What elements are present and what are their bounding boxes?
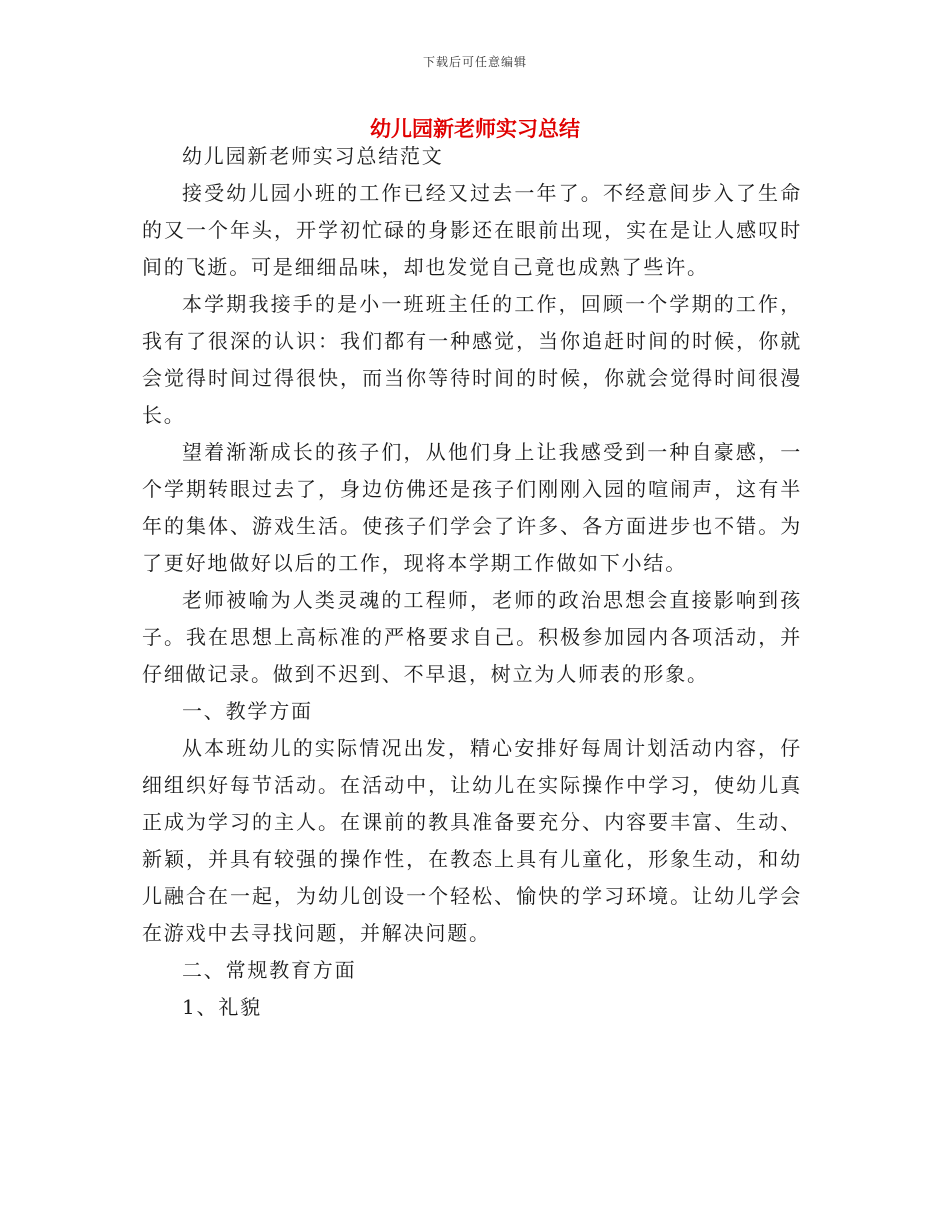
body-paragraph: 望着渐渐成长的孩子们，从他们身上让我感受到一种自豪感，一个学期转眼过去了，身边仿佛还是孩子们刚刚入园的喧闹声，这有半年的集体、游戏生活。使孩子们学会了许多、各方面进步也不错。为了更好地做好以后的工作，现将本学期工作做如下小结。 (142, 440, 802, 575)
subtitle-paragraph: 幼儿园新老师实习总结范文 (182, 144, 444, 168)
body-paragraph: 接受幼儿园小班的工作已经又过去一年了。不经意间步入了生命的又一个年头，开学初忙碌的身影还在眼前出现，实在是让人感叹时间的飞逝。可是细细品味，却也发觉自己竟也成熟了些许。 (142, 181, 802, 279)
header-note: 下载后可任意编辑 (422, 55, 527, 69)
subsection-heading-manners: 1、礼貌 (182, 995, 262, 1019)
body-paragraph: 本学期我接手的是小一班班主任的工作，回顾一个学期的工作，我有了很深的认识：我们都有一种感觉，当你追赶时间的时候，你就会觉得时间过得很快，而当你等待时间的时候，你就会觉得时间很漫长。 (142, 292, 802, 427)
section-heading-teaching: 一、教学方面 (182, 699, 313, 723)
body-paragraph: 从本班幼儿的实际情况出发，精心安排好每周计划活动内容，仔细组织好每节活动。在活动中，让幼儿在实际操作中学习，使幼儿真正成为学习的主人。在课前的教具准备要充分、内容要丰富、生动、新颖，并具有较强的操作性，在教态上具有儿童化，形象生动，和幼儿融合在一起，为幼儿创设一个轻松、愉快的学习环境。让幼儿学会在游戏中去寻找问题，并解决问题。 (142, 736, 802, 945)
section-heading-routine: 二、常规教育方面 (182, 958, 357, 982)
body-paragraph: 老师被喻为人类灵魂的工程师，老师的政治思想会直接影响到孩子。我在思想上高标准的严格要求自己。积极参加园内各项活动，并仔细做记录。做到不迟到、不早退，树立为人师表的形象。 (142, 588, 802, 686)
document-body (142, 138, 802, 1026)
document-title: 幼儿园新老师实习总结 (370, 117, 580, 141)
